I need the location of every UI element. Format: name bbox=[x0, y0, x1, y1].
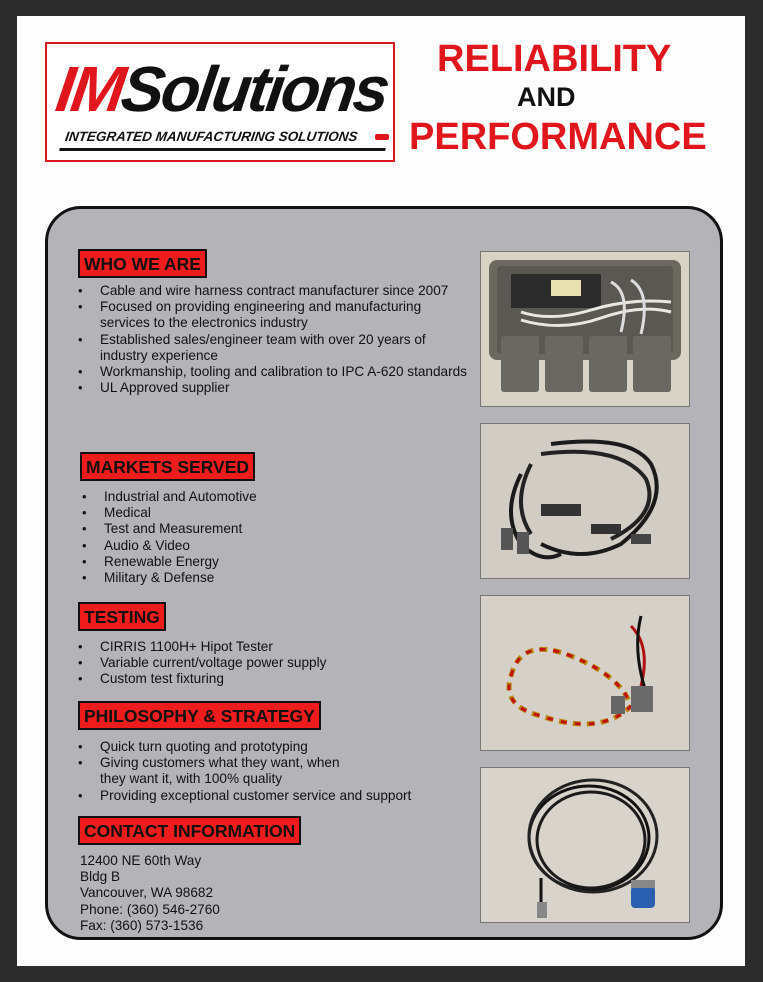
contact-heading: CONTACT INFORMATION bbox=[78, 816, 301, 845]
cable-coil-photo bbox=[480, 767, 690, 923]
headline-performance: PERFORMANCE bbox=[409, 116, 707, 158]
list-item: • Variable current/voltage power supply bbox=[78, 655, 438, 671]
who-we-are-list bbox=[78, 283, 468, 396]
list-item: • CIRRIS 1100H+ Hipot Tester bbox=[78, 639, 438, 655]
logo-im-text: IM bbox=[51, 53, 128, 125]
list-item: • Cable and wire harness contract manufacturer since 2007 bbox=[78, 283, 468, 299]
who-we-are-heading: WHO WE ARE bbox=[78, 249, 207, 278]
list-item: • Industrial and Automotive bbox=[82, 489, 442, 505]
list-item: • Medical bbox=[82, 505, 442, 521]
markets-served-list bbox=[82, 489, 442, 586]
testing-list bbox=[78, 639, 438, 688]
contact-phone: Phone: (360) 546-2760 bbox=[80, 901, 220, 917]
list-item: • Audio & Video bbox=[82, 538, 442, 554]
list-item: • Custom test fixturing bbox=[78, 671, 438, 687]
plug-icon bbox=[375, 134, 389, 140]
philosophy-list bbox=[78, 739, 448, 804]
logo-tagline: INTEGRATED MANUFACTURING SOLUTIONS bbox=[59, 126, 389, 151]
list-item: • Quick turn quoting and prototyping bbox=[78, 739, 448, 755]
markets-served-heading: MARKETS SERVED bbox=[80, 452, 255, 481]
headline-reliability: RELIABILITY bbox=[437, 38, 672, 80]
harness-photo-black bbox=[480, 423, 690, 579]
flyer-page bbox=[17, 16, 745, 966]
philosophy-heading: PHILOSOPHY & STRATEGY bbox=[78, 701, 321, 730]
list-item: • Focused on providing engineering and manufacturing services to the electronics industry bbox=[78, 299, 468, 331]
content-panel bbox=[45, 206, 723, 940]
list-item: • UL Approved supplier bbox=[78, 380, 468, 396]
list-item: • Test and Measurement bbox=[82, 521, 442, 537]
list-item: • Giving customers what they want, when they want it, with 100% quality bbox=[78, 755, 448, 787]
list-item: • Providing exceptional customer service and support bbox=[78, 788, 448, 804]
list-item: • Workmanship, tooling and calibration to IPC A-620 standards bbox=[78, 364, 468, 380]
contact-fax: Fax: (360) 573-1536 bbox=[80, 917, 204, 933]
contact-city: Vancouver, WA 98682 bbox=[80, 885, 214, 901]
enclosure-photo bbox=[480, 251, 690, 407]
logo-solutions-text: Solutions bbox=[117, 53, 392, 125]
contact-block bbox=[80, 853, 220, 934]
contact-address-line2: Bldg B bbox=[80, 869, 121, 885]
contact-address-line1: 12400 NE 60th Way bbox=[80, 853, 202, 868]
list-item: • Military & Defense bbox=[82, 570, 442, 586]
list-item: • Established sales/engineer team with over 20 years of industry experience bbox=[78, 332, 468, 364]
list-item: • Renewable Energy bbox=[82, 554, 442, 570]
headline-and: AND bbox=[517, 82, 576, 112]
testing-heading: TESTING bbox=[78, 602, 166, 631]
harness-photo-twisted bbox=[480, 595, 690, 751]
company-logo bbox=[45, 42, 395, 162]
